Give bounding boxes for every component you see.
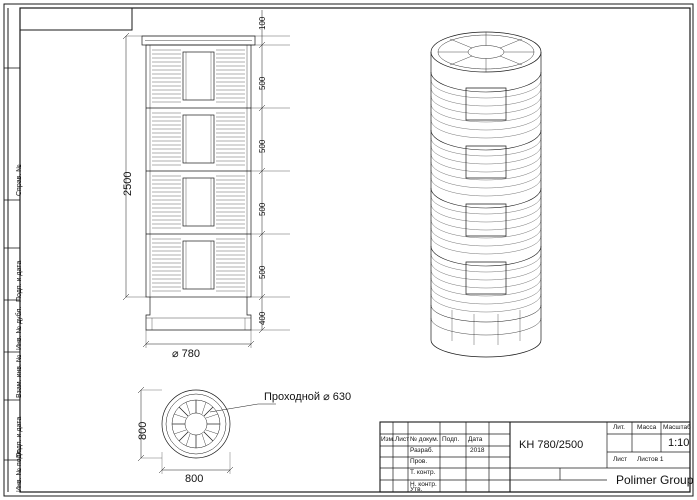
dim-plan-width: 800 [185,473,204,485]
margin-label-podp-data-2: Подп. и дата [16,416,23,458]
dim-section-1: 500 [258,76,267,90]
margin-label-inv-podl: Инв. № подл. [16,448,23,492]
dim-section-4: 500 [258,265,267,279]
tb-header-list: Лист [395,436,410,443]
dim-overall-height: 2500 [122,171,134,196]
dim-top-segment: 100 [258,16,267,30]
tb-header-data: Дата [468,436,483,443]
dim-plan-height: 800 [137,421,149,440]
margin-label-sprav: Справ. № [16,164,23,196]
dim-base-height: 400 [258,311,267,325]
tb-header-izm: Изм. [381,436,395,443]
tb-row-utv: Утв. [410,486,423,493]
note-passage-diameter: Проходной ⌀ 630 [264,391,352,403]
dim-outer-diameter: ⌀ 780 [172,348,201,360]
margin-label-vzam-inv: Взам. инв. № [16,354,23,398]
tb-row-razrab: Разраб. [410,447,434,454]
company-name: Polimer Group [616,473,694,487]
tb-row-prov: Пров. [410,458,428,465]
tb-header-lit: Лит. [613,424,625,431]
tb-sheet-label: Лист [613,456,628,463]
tb-date-razrab: 2018 [470,447,485,454]
dim-section-2: 500 [258,139,267,153]
tb-header-masshtab: Масштаб [663,424,691,431]
scale-value: 1:10 [668,437,690,449]
tb-header-podp: Подп. [442,436,460,443]
dim-section-3: 500 [258,202,267,216]
drawing-title: KH 780/2500 [519,439,584,451]
tb-header-massa: Масса [637,424,657,431]
margin-label-inv-dubl: Инв. № дубл. [16,306,23,350]
tb-row-tkontr: Т. контр. [410,469,436,476]
tb-header-ndocum: № докум. [410,436,439,443]
tb-sheets-label: Листов 1 [637,456,664,463]
margin-label-podp-data-1: Подп. и дата [16,260,23,302]
tb-row-nkontr: Н. контр. [410,481,437,488]
